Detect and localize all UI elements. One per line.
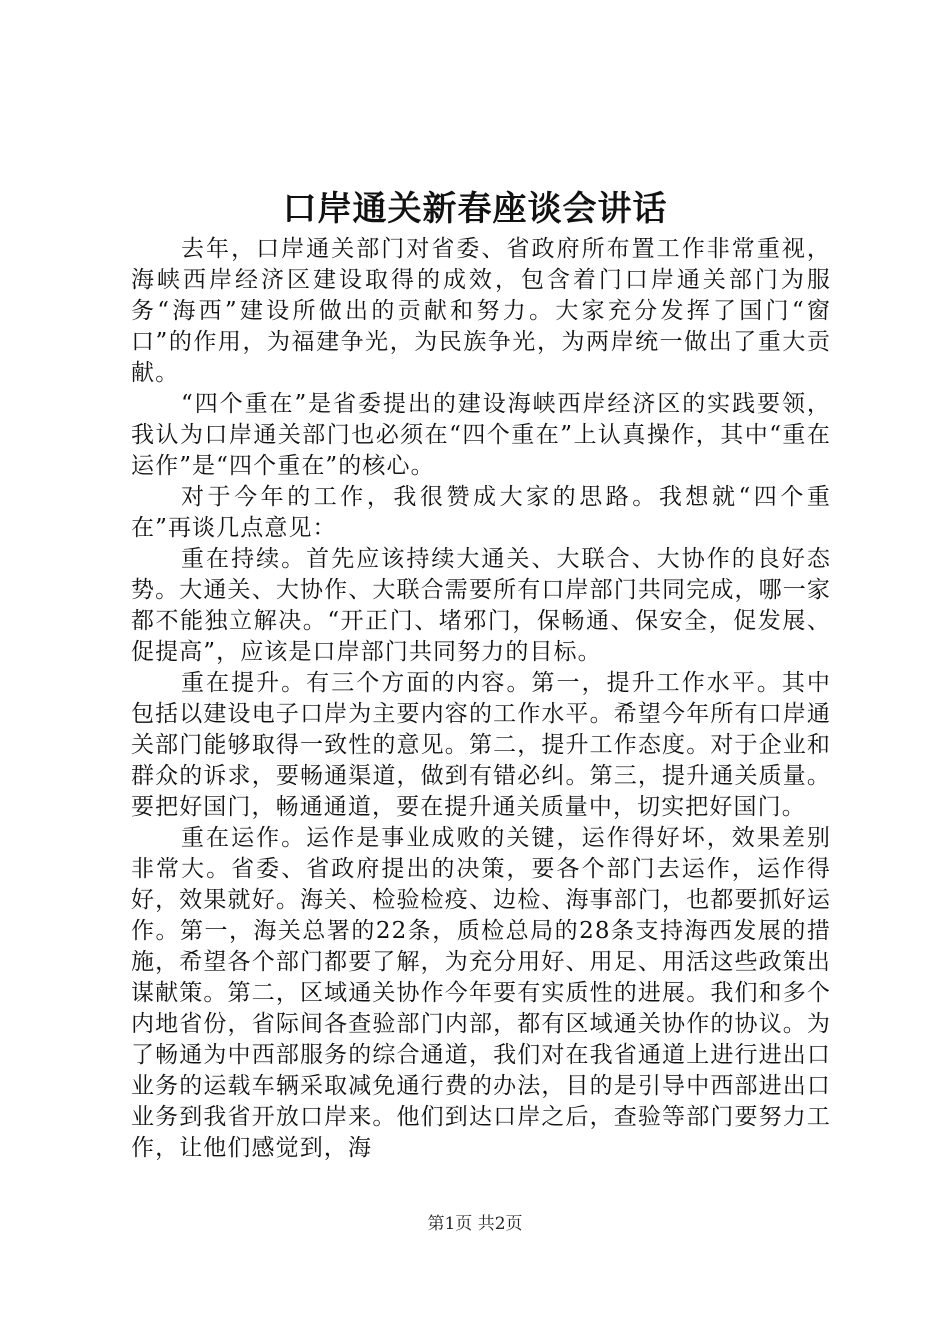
document-body [131,234,831,1164]
paragraph-4: 重在持续。首先应该持续大通关、大联合、大协作的良好态势。大通关、大协作、大联合需要所有口岸部门共同完成，哪一家都不能独立解决。“开正门、堵邪门，保畅通、保安全，促发展、促提高”，应该是口岸部门共同努力的目标。 [131,546,831,665]
paragraph-3: 对于今年的工作，我很赞成大家的思路。我想就“四个重在”再谈几点意见： [131,484,831,541]
paragraph-2: “四个重在”是省委提出的建设海峡西岸经济区的实践要领，我认为口岸通关部门也必须在“四个重在”上认真操作，其中“重在运作”是“四个重在”的核心。 [131,391,831,479]
paragraph-1: 去年，口岸通关部门对省委、省政府所布置工作非常重视，海峡西岸经济区建设取得的成效，包含着门口岸通关部门为服务“海西”建设所做出的贡献和努力。大家充分发挥了国门“窗口”的作用，为福建争光，为民族争光，为两岸统一做出了重大贡献。 [131,236,831,386]
paragraph-5: 重在提升。有三个方面的内容。第一，提升工作水平。其中包括以建设电子口岸为主要内容的工作水平。希望今年所有口岸通关部门能够取得一致性的意见。第二，提升工作态度。对于企业和群众的诉求，要畅通渠道，做到有错必纠。第三，提升通关质量。要把好国门，畅通通道，要在提升通关质量中，切实把好国门。 [131,670,831,820]
paragraph-6: 重在运作。运作是事业成败的关键，运作得好坏，效果差别非常大。省委、省政府提出的决策，要各个部门去运作，运作得好，效果就好。海关、检验检疫、边检、海事部门，也都要抓好运作。第一，海关总署的22条，质检总局的28条支持海西发展的措施，希望各个部门都要了解，为充分用好、用足、用活这些政策出谋献策。第二，区域通关协作今年要有实质性的进展。我们和多个内地省份，省际间各查验部门内部，都有区域通关协作的协议。为了畅通为中西部服务的综合通道，我们对在我省通道上进行进出口业务的运载车辆采取减免通行费的办法，目的是引导中西部进出口业务到我省开放口岸来。他们到达口岸之后，查验等部门要努力工作，让他们感觉到，海 [131,825,831,1161]
page-number-footer: 第1页 共2页 [427,1214,523,1234]
document-title: 口岸通关新春座谈会讲话 [282,189,668,229]
